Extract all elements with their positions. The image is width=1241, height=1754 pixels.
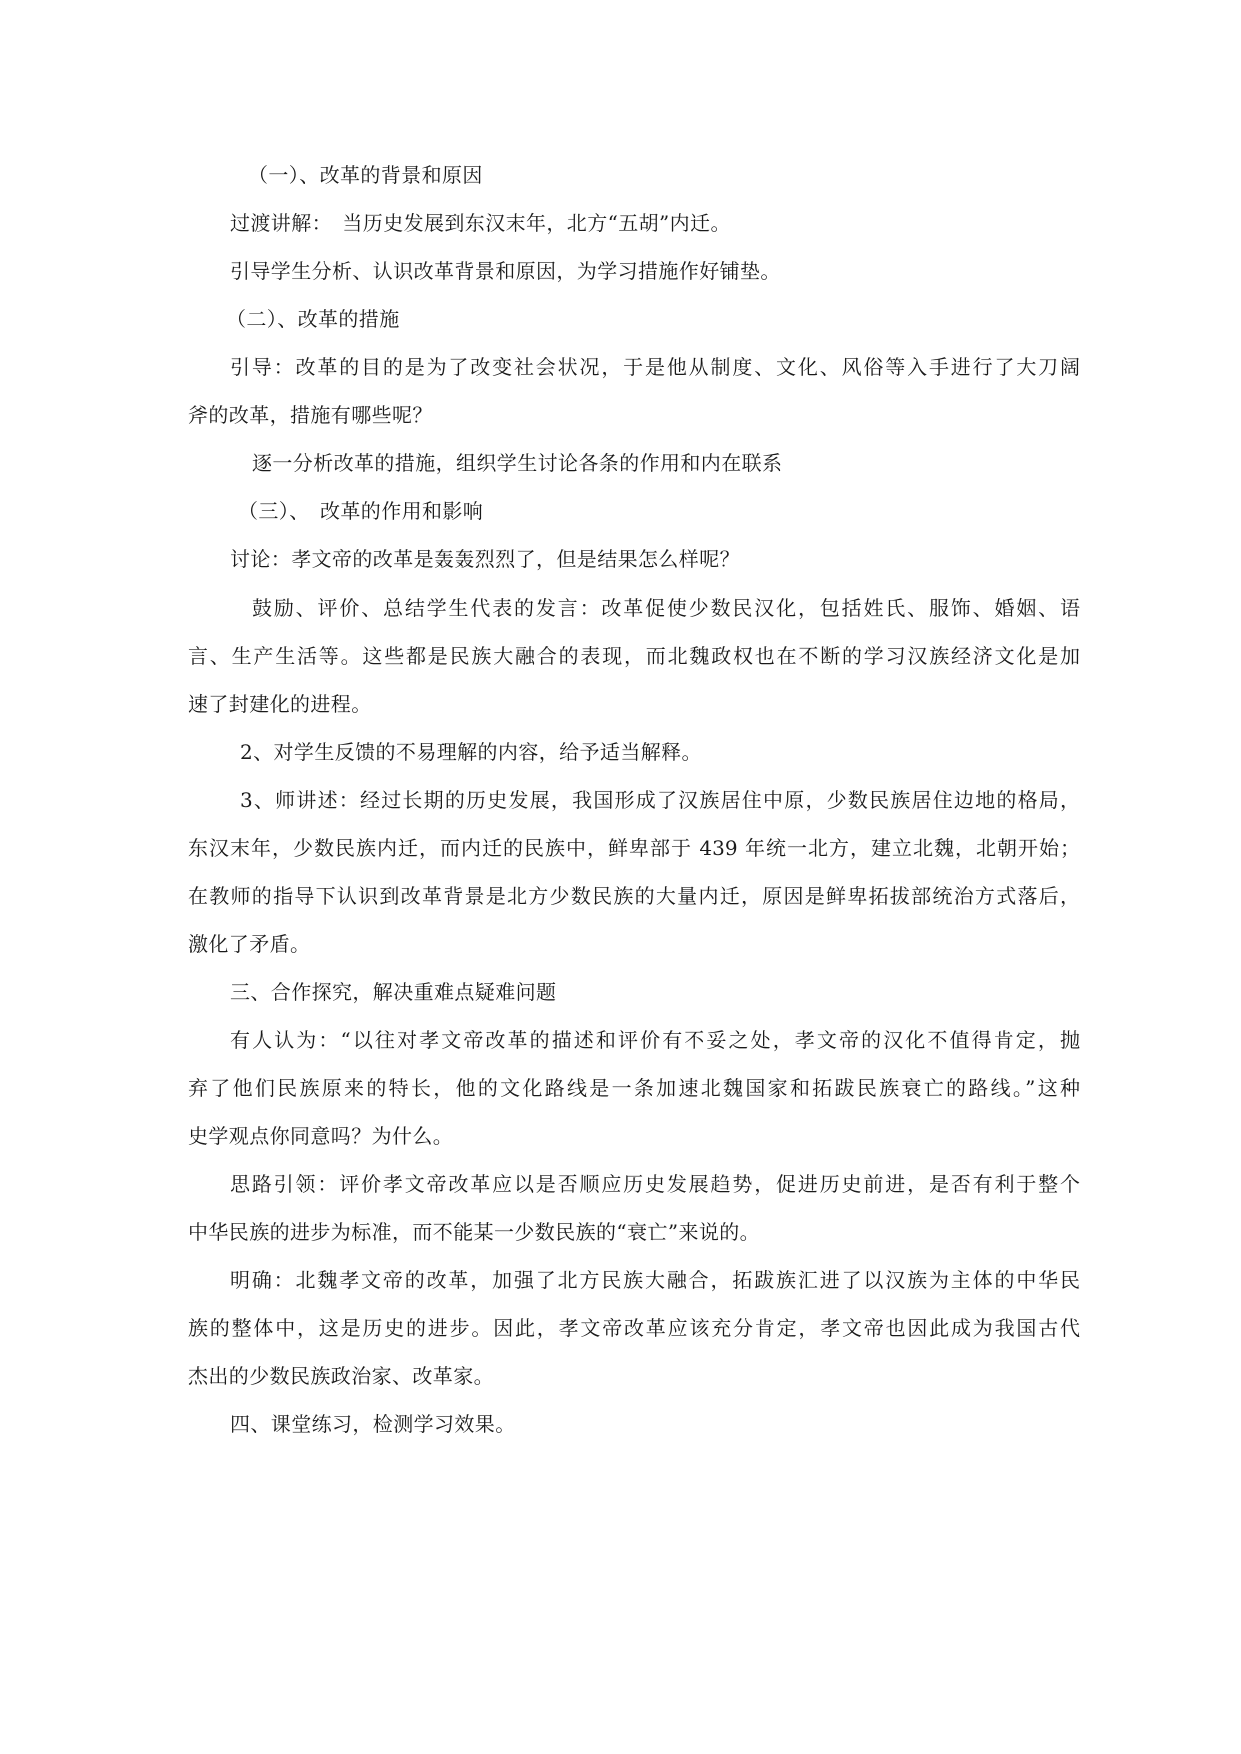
paragraph-encourage: 鼓励、评价、总结学生代表的发言：改革促使少数民汉化，包括姓氏、服饰、婚姻、语 — [252, 596, 1080, 620]
heading-classroom-exercise: 四、课堂练习，检测学习效果。 — [230, 1412, 516, 1436]
paragraph-viewpoint-cont2: 史学观点你同意吗？为什么。 — [188, 1124, 454, 1148]
paragraph-guide-analysis: 引导学生分析、认识改革背景和原因，为学习措施作好铺垫。 — [230, 259, 781, 283]
heading-measures: （二）、改革的措施 — [226, 307, 400, 331]
paragraph-guide-measures: 引导：改革的目的是为了改变社会状况，于是他从制度、文化、风俗等入手进行了大刀阔 — [230, 355, 1080, 379]
paragraph-viewpoint-cont1: 弃了他们民族原来的特长，他的文化路线是一条加速北魏国家和拓跋民族衰亡的路线。”这种 — [188, 1076, 1080, 1100]
paragraph-thinking-guide-cont: 中华民族的进步为标准，而不能某一少数民族的“衰亡”来说的。 — [188, 1220, 761, 1244]
paragraph-item-2: 2、对学生反馈的不易理解的内容，给予适当解释。 — [240, 740, 702, 764]
heading-cooperative-inquiry: 三、合作探究，解决重难点疑难问题 — [230, 980, 557, 1004]
paragraph-clarification-cont1: 族的整体中，这是历史的进步。因此，孝文帝改革应该充分肯定，孝文帝也因此成为我国古代 — [188, 1316, 1080, 1340]
paragraph-analyze-measures: 逐一分析改革的措施，组织学生讨论各条的作用和内在联系 — [252, 451, 783, 475]
paragraph-item-3-cont1: 东汉末年，少数民族内迁，而内迁的民族中，鲜卑部于 439 年统一北方，建立北魏，北朝开始； — [188, 836, 1080, 860]
paragraph-encourage-cont1: 言、生产生活等。这些都是民族大融合的表现，而北魏政权也在不断的学习汉族经济文化是加 — [188, 644, 1080, 668]
paragraph-guide-measures-cont: 斧的改革，措施有哪些呢？ — [188, 403, 433, 427]
paragraph-discussion: 讨论：孝文帝的改革是轰轰烈烈了，但是结果怎么样呢？ — [230, 547, 740, 571]
paragraph-item-3-cont3: 激化了矛盾。 — [188, 932, 311, 956]
paragraph-item-3-cont2: 在教师的指导下认识到改革背景是北方少数民族的大量内迁，原因是鲜卑拓拔部统治方式落后， — [188, 884, 1080, 908]
heading-effects: （三）、 改革的作用和影响 — [238, 499, 484, 523]
paragraph-encourage-cont2: 速了封建化的进程。 — [188, 692, 372, 716]
paragraph-transition: 过渡讲解： 当历史发展到东汉末年，北方“五胡”内迁。 — [230, 211, 731, 235]
heading-background-causes: （一）、改革的背景和原因 — [248, 163, 483, 187]
paragraph-clarification-cont2: 杰出的少数民族政治家、改革家。 — [188, 1364, 494, 1388]
paragraph-viewpoint: 有人认为：“以往对孝文帝改革的描述和评价有不妥之处，孝文帝的汉化不值得肯定，抛 — [230, 1028, 1080, 1052]
paragraph-item-3: 3、师讲述：经过长期的历史发展，我国形成了汉族居住中原，少数民族居住边地的格局， — [240, 788, 1080, 812]
paragraph-clarification: 明确：北魏孝文帝的改革，加强了北方民族大融合，拓跋族汇进了以汉族为主体的中华民 — [230, 1268, 1080, 1292]
paragraph-thinking-guide: 思路引领：评价孝文帝改革应以是否顺应历史发展趋势，促进历史前进，是否有利于整个 — [230, 1172, 1080, 1196]
